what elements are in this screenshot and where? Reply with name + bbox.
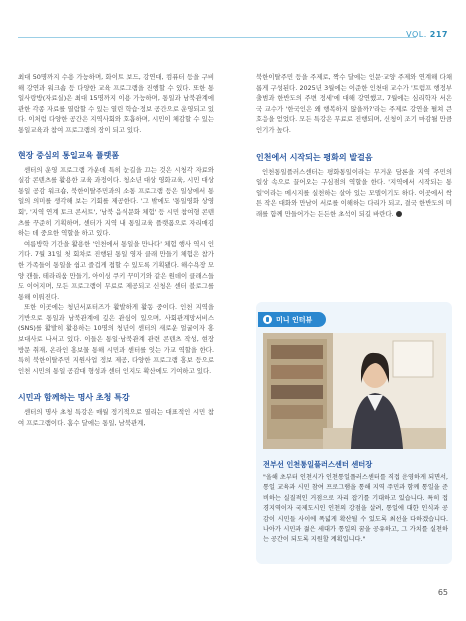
- mini-interview-badge: 미니 인터뷰: [258, 312, 326, 327]
- volume-label: VOL. 217: [406, 30, 448, 39]
- left-column: [18, 72, 214, 429]
- microphone-icon: [263, 315, 272, 324]
- platform-paragraph-2: 여름방학 기간을 활용한 '인천에서 통일을 만나다' 체험 행사 역시 인기다. 7월 31일 첫 회차로 진행된 통일 영자 클래 만들기 체험은 참가한 가족들이 통일을 쉽고 즐겁게 접할 수 있도록 기획됐다. 해수욕장 모양 캔들, 테라리움 만들기, 아이싱 쿠키 꾸미기와 같은 원데이 클래스들도 이어지며, 모든 프로그램이 무료로 제공되고 신청은 센터 블로그를 통해 이뤄진다.: [18, 239, 214, 301]
- left-intro-paragraph: 최대 50명까지 수용 가능하며, 화이트 보드, 강연대, 컴퓨터 등을 구비해 강연과 워크숍 등 다양한 교육 프로그램을 진행할 수 있다. 또한 통일사랑방(자료실)은 최대 15명까지 이용 가능하며, 통일과 남북관계에 관한 각종 자료를 열람할 수 있는 열린 학습·정보 공간으로 운영되고 있다. 이처럼 다양한 공간은 지역사회와 호흡하며, 시민이 체감할 수 있는 통일교육과 참여 프로그램의 장이 되고 있다.: [18, 73, 214, 134]
- interview-quote: "올해 초부터 인천시가 인천통일플러스센터를 직접 운영하게 되면서, 통일 교육과 시민 참여 프로그램을 통해 지역 주민과 함께 통일을 준비하는 실질적인 거점으로 자리 잡기를 기대하고 있습니다. 특히 접경지역이자 국제도시인 인천의 강점을 살려, 통일에 대한 인식과 공감이 시민들 사이에 폭넓게 확산될 수 있도록 최선을 다하겠습니다. 나아가 시민과 젊은 세대가 통일의 꿈을 공유하고, 그 가치를 실천하는 공간이 되도록 지원할 계획입니다.": [263, 474, 448, 544]
- platform-paragraph-1: 센터의 운영 프로그램 가운데 특히 눈길을 끄는 것은 시청각 자료와 실감 콘텐츠를 활용한 교육 과정이다. 청소년 대상 영화교육, 시민 대상 통일 공감 워크숍, 북한이탈주민과의 소통 프로그램 등은 일상에서 통일의 의미를 생각해 보는 기회를 제공한다. '그 밖에도 '통일영화 상영회', '지역 연계 토크 콘서트', '남북 음식문화 체험' 등 시민 참여형 콘텐츠를 꾸준히 기획하며, 센터가 지역 내 통일교육 플랫폼으로 자리매김하는 데 중요한 역할을 하고 있다.: [18, 165, 214, 238]
- interview-title: 전부선 인천통일플러스센터 센터장: [263, 460, 373, 469]
- section-heading-peace: 인천에서 시작되는 평화의 발걸음: [256, 152, 373, 162]
- right-column: [256, 72, 452, 220]
- interview-photo: [263, 333, 446, 449]
- lecture-paragraph-1: 센터의 명사 초청 특강은 매월 정기적으로 열리는 대표적인 시민 참여 프로그램이다. 홈수 달에는 통일, 남북관계,: [18, 408, 214, 428]
- header-rule: [18, 37, 416, 38]
- right-intro-paragraph: 북한이탈주민 등을 주제로, 짝수 달에는 인문·교양 주제와 연계해 다채롭게 구성된다. 2025년 3월에는 이준한 인천대 교수가 '트럼프 행정부 출범과 한반도의 주변 정세'에 대해 강연했고, 7월에는 심리학자 서은국 교수가 '한국인은 왜 행복하지 않을까?'라는 주제로 강연을 펼쳐 큰 호응을 얻었다. 모든 특강은 무료로 진행되며, 신청이 조기 마감될 만큼 인기가 높다.: [256, 73, 452, 134]
- platform-paragraph-3: 또한 이곳에는 청년서포터즈가 활발하게 활동 중이다. 인천 지역을 기반으로 통일과 남북관계에 깊은 관심이 있으며, 사회관계망서비스(SNS)를 활발히 활용하는 10명의 청년이 센터의 새로운 얼굴이자 홍보대사로 나서고 있다. 이들은 통일·남북관계 관련 콘텐츠 작성, 현장 방문 취재, 온라인 홍보물 통해 시민과 센터를 잇는 가교 역할을 한다. 특히 북한이탈주민 지원사업 정보 제공, 다양한 프로그램 홍보 등으로 인천 시민의 통일 공감대 형성과 센터 인지도 확산에도 기여하고 있다.: [18, 303, 214, 375]
- page-number: 65: [437, 588, 448, 597]
- peace-paragraph: 인천통일플러스센터는 평화통일이라는 무거운 담론을 지역 주민의 일상 속으로 끌어오는 구심점의 역할을 한다. '지역에서 시작되는 통일'이라는 메시지를 실천하는 살아 있는 모델이기도 하다. 이곳에서 싹튼 작은 대화와 만남이 서로를 이해하는 다리가 되고, 결국 한반도의 미래를 함께 만들어가는 든든한 초석이 되길 바란다.: [256, 167, 452, 218]
- section-heading-platform: 현장 중심의 통일교육 플랫폼: [18, 150, 120, 160]
- section-heading-lecture: 시민과 함께하는 명사 초청 특강: [18, 393, 130, 403]
- end-mark-icon: [396, 211, 402, 217]
